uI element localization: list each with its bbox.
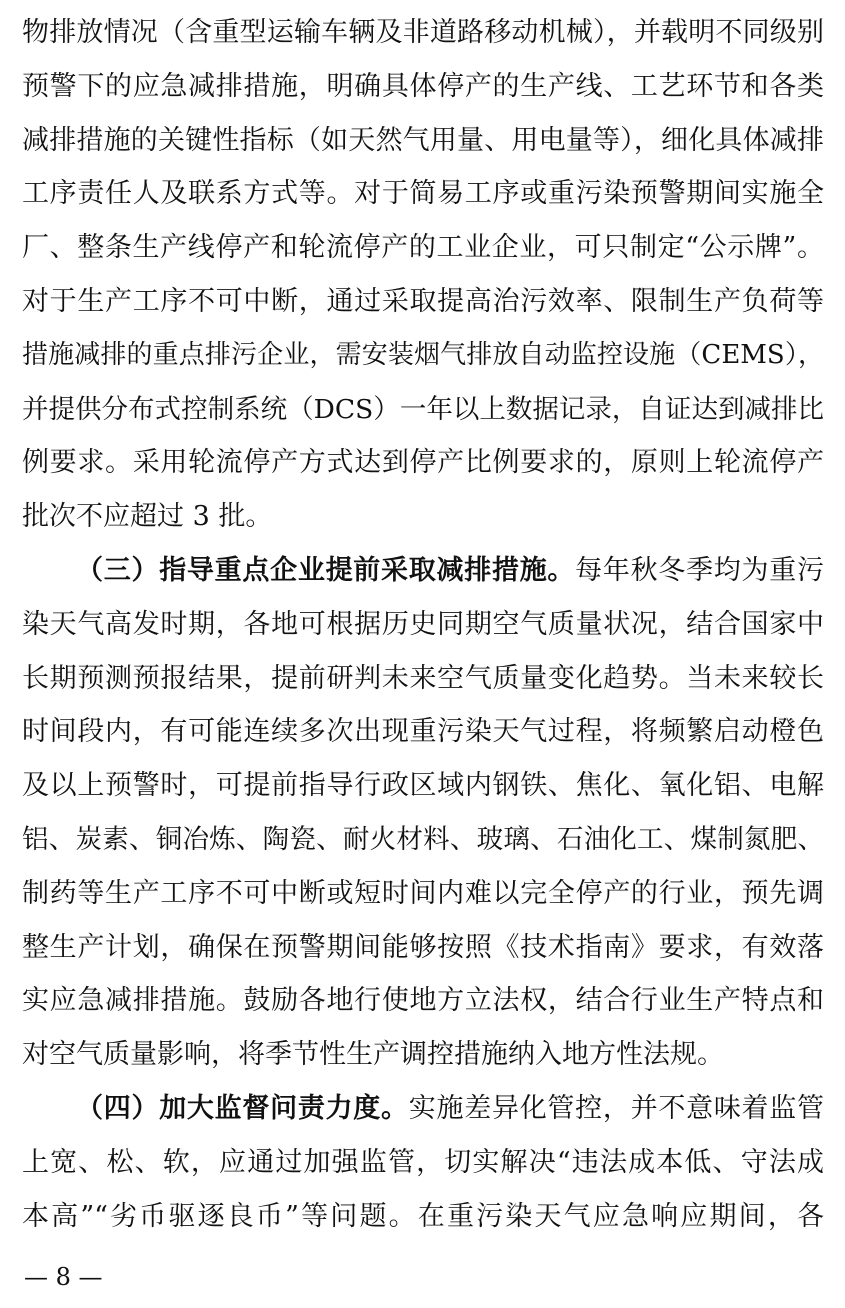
section-heading: （三）指导重点企业提前采取减排措施。 (76, 554, 576, 586)
section-first-line-text: 每年秋冬季均为重污 (575, 554, 825, 586)
text-line: 措施减排的重点排污企业，需安装烟气排放自动监控设施（CEMS）， (22, 339, 824, 370)
text-line: 批次不应超过 3 批。 (22, 501, 273, 533)
text-line: 厂、整条生产线停产和轮流停产的工业企业，可只制定“公示牌”。 (22, 232, 824, 264)
section-heading: （四）加大监督问责力度。 (76, 1092, 409, 1124)
text-line: 上宽、松、软，应通过加强监管，切实解决“违法成本低、守法成 (22, 1146, 824, 1178)
text-line: 整生产计划，确保在预警期间能够按照《技术指南》要求，有效落 (22, 931, 824, 963)
text-line: 工序责任人及联系方式等。对于简易工序或重污染预警期间实施全 (22, 178, 824, 210)
text-line: 时间段内，有可能连续多次出现重污染天气过程，将频繁启动橙色 (22, 716, 824, 748)
text-line: 减排措施的关键性指标（如天然气用量、用电量等），细化具体减排 (22, 124, 824, 156)
text-line: 制药等生产工序不可中断或短时间内难以完全停产的行业，预先调 (22, 877, 824, 909)
text-line: 对空气质量影响，将季节性生产调控措施纳入地方性法规。 (22, 1039, 724, 1071)
text-line: 铝、炭素、铜冶炼、陶瓷、耐火材料、玻璃、石油化工、煤制氮肥、 (22, 823, 824, 855)
section-first-line (22, 1082, 824, 1136)
text-line: 对于生产工序不可中断，通过采取提高治污效率、限制生产负荷等 (22, 285, 824, 317)
page-number: — 8 — (24, 1263, 103, 1291)
section-first-line (22, 544, 824, 598)
text-line: 及以上预警时，可提前指导行政区域内钢铁、焦化、氧化铝、电解 (22, 770, 824, 802)
text-line: 长期预测预报结果，提前研判未来空气质量变化趋势。当未来较长 (22, 662, 824, 694)
body-text (22, 6, 824, 1243)
text-line: 并提供分布式控制系统（DCS）一年以上数据记录，自证达到减排比 (22, 393, 824, 425)
text-line: 染天气高发时期，各地可根据历史同期空气质量状况，结合国家中 (22, 608, 824, 640)
section-first-line-text: 实施差异化管控，并不意味着监管 (408, 1092, 825, 1124)
text-line: 实应急减排措施。鼓励各地行使地方立法权，结合行业生产特点和 (22, 985, 824, 1017)
text-line: 物排放情况（含重型运输车辆及非道路移动机械），并载明不同级别 (22, 17, 824, 48)
text-line: 例要求。采用轮流停产方式达到停产比例要求的，原则上轮流停产 (22, 447, 824, 479)
text-line: 预警下的应急减排措施，明确具体停产的生产线、工艺环节和各类 (22, 70, 824, 102)
text-line: 本高”“劣币驱逐良币”等问题。在重污染天气应急响应期间，各 (22, 1200, 824, 1232)
